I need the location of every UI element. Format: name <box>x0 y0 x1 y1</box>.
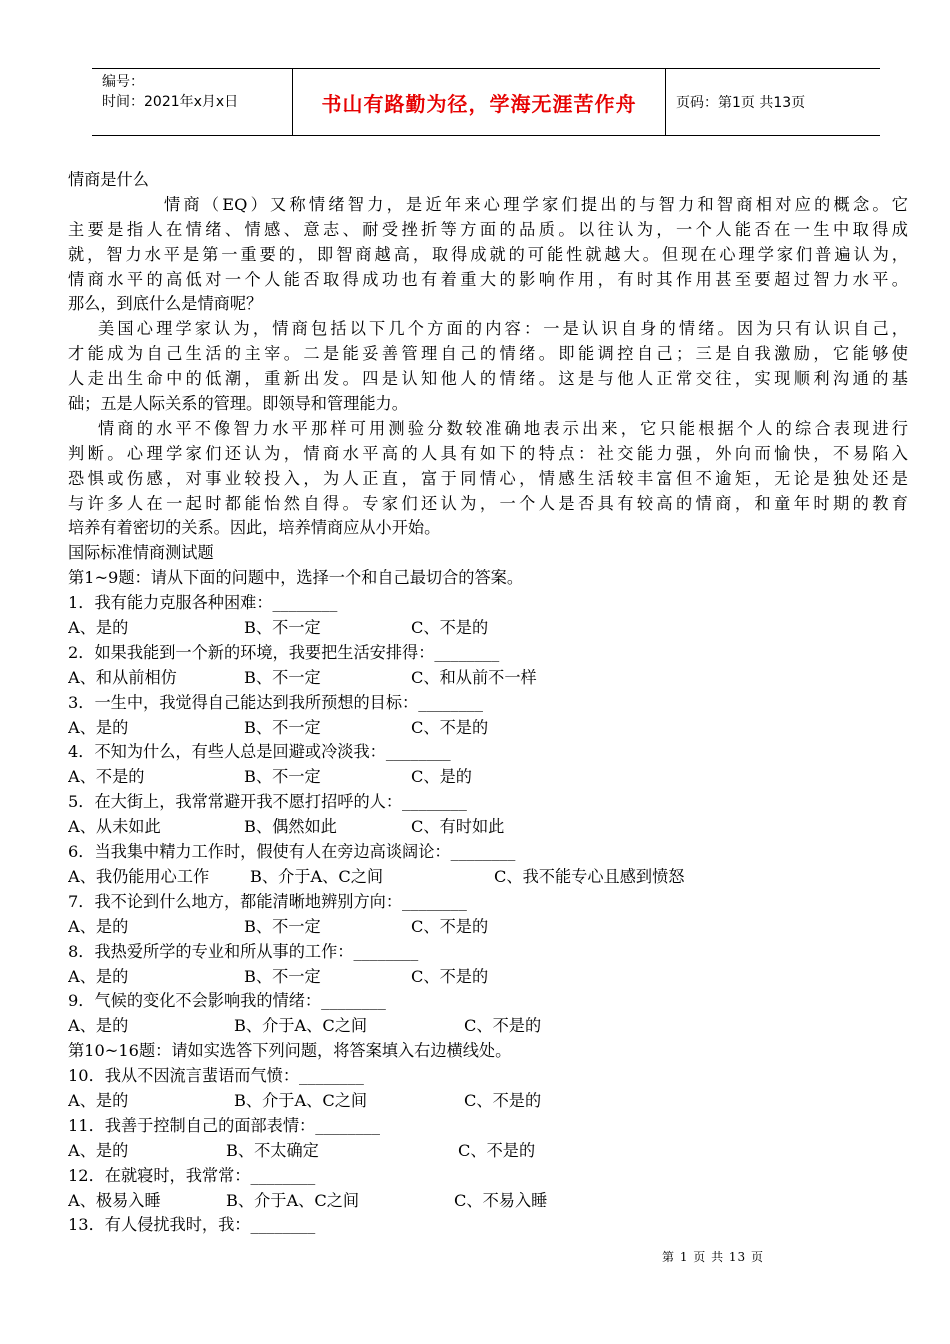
para1-line: 那么，到底什么是情商呢？ <box>68 294 263 314</box>
question: 3．一生中，我觉得自己能达到我所预想的目标：________ <box>68 692 483 712</box>
question: 7．我不论到什么地方，都能清晰地辨别方向：________ <box>68 891 467 911</box>
option-b[interactable]: B、不一定 <box>244 916 321 936</box>
question: 11．我善于控制自己的面部表情：________ <box>68 1115 380 1135</box>
options-row <box>68 965 908 990</box>
question: 5．在大街上，我常常避开我不愿打招呼的人：________ <box>68 792 467 812</box>
option-a[interactable]: A、是的 <box>68 618 129 638</box>
options-row <box>68 616 908 641</box>
para1-line: 情商水平的高低对一个人能否取得成功也有着重大的影响作用，有时其作用甚至要超过智力水平。 <box>68 269 908 289</box>
option-c[interactable]: C、和从前不一样 <box>411 667 537 687</box>
option-b[interactable]: B、不一定 <box>244 966 321 986</box>
para3-line: 情商的水平不像智力水平那样可用测验分数较准确地表示出来，它只能根据个人的综合表现进行 <box>98 418 908 438</box>
option-b[interactable]: B、不一定 <box>244 667 321 687</box>
para2-line: 美国心理学家认为，情商包括以下几个方面的内容：一是认识自身的情绪。因为只有认识自己， <box>98 319 908 339</box>
instruction-1: 第1~9题：请从下面的问题中，选择一个和自己最切合的答案。 <box>68 568 524 588</box>
option-b[interactable]: B、不一定 <box>244 618 321 638</box>
option-b[interactable]: B、介于A、C之间 <box>226 1190 360 1210</box>
option-c[interactable]: C、我不能专心且感到愤怒 <box>494 866 685 886</box>
option-a[interactable]: A、是的 <box>68 1016 129 1036</box>
options-row <box>68 1089 908 1114</box>
options-row <box>68 765 908 790</box>
option-c[interactable]: C、不是的 <box>464 1016 542 1036</box>
option-c[interactable]: C、有时如此 <box>411 817 505 837</box>
option-a[interactable]: A、是的 <box>68 966 129 986</box>
header-page-cell <box>666 69 880 135</box>
option-c[interactable]: C、不是的 <box>411 618 489 638</box>
para3-line: 恐惧或伤感，对事业较投入，为人正直，富于同情心，情感生活较丰富但不逾矩，无论是独处还是 <box>68 468 908 488</box>
document-body <box>68 168 908 1238</box>
option-b[interactable]: B、不一定 <box>244 717 321 737</box>
question: 13．有人侵扰我时，我：________ <box>68 1215 316 1235</box>
question: 12．在就寝时，我常常：________ <box>68 1165 316 1185</box>
option-b[interactable]: B、介于A、C之间 <box>250 866 384 886</box>
para2-line: 人走出生命中的低潮，重新出发。四是认知他人的情绪。这是与他人正常交往，实现顺利沟通的基 <box>68 369 908 389</box>
option-c[interactable]: C、不是的 <box>411 717 489 737</box>
header-info <box>92 69 292 135</box>
option-c[interactable]: C、不是的 <box>464 1090 542 1110</box>
option-b[interactable]: B、偶然如此 <box>244 817 337 837</box>
question: 10．我从不因流言蜚语而气愤：________ <box>68 1066 364 1086</box>
question: 4．不知为什么，有些人总是回避或冷淡我：________ <box>68 742 451 762</box>
option-b[interactable]: B、不一定 <box>244 767 321 787</box>
header-motto-cell <box>292 69 666 135</box>
para3-line: 与许多人在一起时都能怡然自得。专家们还认为，一个人是否具有较高的情商，和童年时期的教育 <box>68 493 908 513</box>
para1-line: 主要是指人在情绪、情感、意志、耐受挫折等方面的品质。以往认为，一个人能否在一生中取得成 <box>68 219 908 239</box>
option-c[interactable]: C、是的 <box>411 767 472 787</box>
page-header <box>92 68 880 136</box>
option-c[interactable]: C、不是的 <box>411 916 489 936</box>
page-label: 页码：第1页 共13页 <box>676 95 806 111</box>
options-row <box>68 865 908 890</box>
options-row <box>68 815 908 840</box>
para3-line: 培养有着密切的关系。因此，培养情商应从小开始。 <box>68 518 441 538</box>
option-a[interactable]: A、不是的 <box>68 767 145 787</box>
motto: 书山有路勤为径，学海无涯苦作舟 <box>321 91 637 116</box>
option-b[interactable]: B、介于A、C之间 <box>234 1016 368 1036</box>
question: 6．当我集中精力工作时，假使有人在旁边高谈阔论：________ <box>68 842 516 862</box>
option-c[interactable]: C、不是的 <box>458 1140 536 1160</box>
option-b[interactable]: B、不太确定 <box>226 1140 319 1160</box>
doc-title: 情商是什么 <box>68 170 149 189</box>
time-label: 时间：2021年x月x日 <box>102 94 239 110</box>
number-label: 编号： <box>102 74 144 90</box>
options-row <box>68 716 908 741</box>
instruction-2: 第10~16题：请如实选答下列问题，将答案填入右边横线处。 <box>68 1041 512 1061</box>
question: 1．我有能力克服各种困难：________ <box>68 593 338 613</box>
option-c[interactable]: C、不易入睡 <box>454 1190 548 1210</box>
option-a[interactable]: A、是的 <box>68 717 129 737</box>
para1-line: 情商（EQ）又称情绪智力，是近年来心理学家们提出的与智力和智商相对应的概念。它 <box>164 194 908 214</box>
options-row <box>68 666 908 691</box>
para1-line: 就，智力水平是第一重要的，即智商越高，取得成就的可能性就越大。但现在心理学家们普遍认为， <box>68 244 908 264</box>
question: 8．我热爱所学的专业和所从事的工作：________ <box>68 941 419 961</box>
para3-line: 判断。心理学家们还认为，情商水平高的人具有如下的特点：社交能力强，外向而愉快，不易陷入 <box>68 443 908 463</box>
options-row <box>68 1189 908 1214</box>
question: 2．如果我能到一个新的环境，我要把生活安排得：________ <box>68 642 500 662</box>
options-row <box>68 1014 908 1039</box>
question: 9．气候的变化不会影响我的情绪：________ <box>68 991 386 1011</box>
test-title: 国际标准情商测试题 <box>68 543 214 563</box>
option-a[interactable]: A、从未如此 <box>68 817 161 837</box>
option-a[interactable]: A、和从前相仿 <box>68 667 177 687</box>
para2-line: 才能成为自己生活的主宰。二是能妥善管理自己的情绪。即能调控自己；三是自我激励，它能够使 <box>68 344 908 364</box>
option-a[interactable]: A、是的 <box>68 916 129 936</box>
options-row <box>68 915 908 940</box>
option-a[interactable]: A、是的 <box>68 1090 129 1110</box>
option-a[interactable]: A、是的 <box>68 1140 129 1160</box>
para2-line: 础；五是人际关系的管理。即领导和管理能力。 <box>68 394 408 414</box>
option-c[interactable]: C、不是的 <box>411 966 489 986</box>
option-b[interactable]: B、介于A、C之间 <box>234 1090 368 1110</box>
page-footer: 第 1 页 共 13 页 <box>662 1250 764 1264</box>
options-row <box>68 1139 908 1164</box>
option-a[interactable]: A、极易入睡 <box>68 1190 161 1210</box>
option-a[interactable]: A、我仍能用心工作 <box>68 866 210 886</box>
